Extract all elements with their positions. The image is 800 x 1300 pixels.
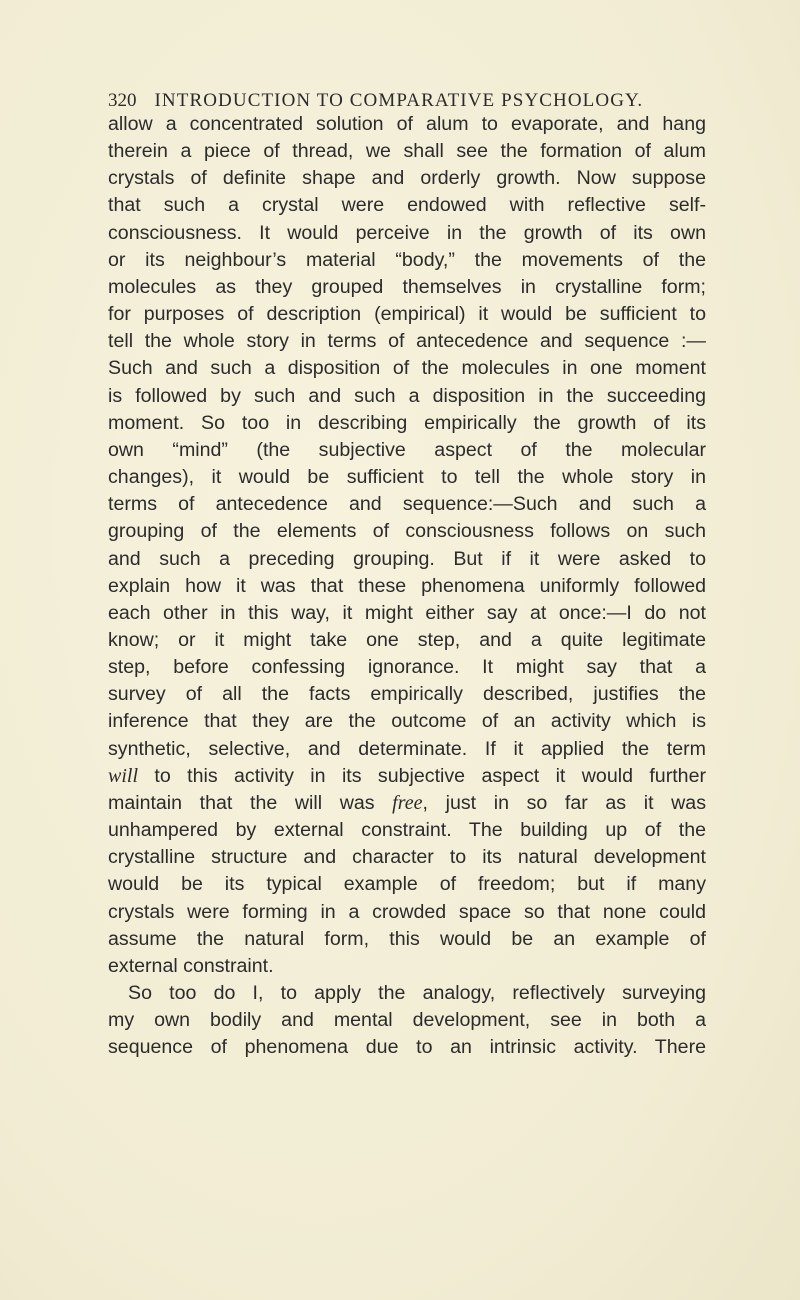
text-line: or its neighbour’s material “body,” the movements of the xyxy=(108,248,706,271)
text-line: changes), it would be sufficient to tell the whole story in xyxy=(108,466,706,489)
text-line: molecules as they grouped themselves in crystalline form; xyxy=(108,275,706,298)
text-line: sequence of phenomena due to an intrinsic activity. There xyxy=(108,1036,706,1059)
text-line: would be its typical example of freedom; but if many xyxy=(108,873,706,896)
text-line: crystals of definite shape and orderly growth. Now suppose xyxy=(108,167,706,190)
text-line xyxy=(108,763,706,790)
text-line: Such and such a disposition of the molecules in one moment xyxy=(108,357,706,380)
text-line: my own bodily and mental development, see in both a xyxy=(108,1009,706,1032)
text-line: tell the whole story in terms of antecedence and sequence :— xyxy=(108,330,706,353)
text-line: for purposes of description (empirical) it would be sufficient to xyxy=(108,303,706,326)
text-line: inference that they are the outcome of an activity which is xyxy=(108,710,706,733)
text-line: unhampered by external constraint. The building up of the xyxy=(108,819,706,842)
italic-term: will xyxy=(108,764,139,787)
text-line: know; or it might take one step, and a quite legitimate xyxy=(108,628,706,651)
text-line: step, before confessing ignorance. It might say that a xyxy=(108,656,706,679)
running-header xyxy=(108,90,708,112)
body-text xyxy=(108,111,706,1061)
text-line: crystals were forming in a crowded space so that none could xyxy=(108,900,706,923)
text-line: consciousness. It would perceive in the growth of its own xyxy=(108,221,706,244)
text-line: therein a piece of thread, we shall see the formation of alum xyxy=(108,140,706,163)
text-line: survey of all the facts empirically described, justifies the xyxy=(108,683,706,706)
line-suffix: , just in so far as it was xyxy=(422,791,706,814)
text-line: each other in this way, it might either say at once:—I do not xyxy=(108,601,706,624)
text-line: own “mind” (the subjective aspect of the molecular xyxy=(108,438,706,461)
text-line: synthetic, selective, and determinate. If it applied the term xyxy=(108,737,706,760)
text-line: allow a concentrated solution of alum to evaporate, and hang xyxy=(108,113,706,135)
text-line: explain how it was that these phenomena uniformly followed xyxy=(108,574,706,597)
line-prefix: maintain that the will was xyxy=(108,791,393,814)
running-title: INTRODUCTION TO COMPARATIVE PSYCHOLOGY. xyxy=(154,90,644,111)
text-line: So too do I, to apply the analogy, reflectively surveying xyxy=(128,982,706,1004)
text-line: external constraint. xyxy=(108,954,274,977)
page-number: 320 xyxy=(108,90,137,111)
text-line: assume the natural form, this would be an example of xyxy=(108,927,706,950)
italic-term: free xyxy=(392,791,423,814)
text-line: that such a crystal were endowed with reflective self- xyxy=(108,194,706,217)
text-line: and such a preceding grouping. But if it were asked to xyxy=(108,547,706,570)
line-suffix: to this activity in its subjective aspect it would further xyxy=(138,764,706,787)
text-line: crystalline structure and character to its natural development xyxy=(108,846,706,869)
text-line: grouping of the elements of consciousness follows on such xyxy=(108,520,706,543)
text-line: terms of antecedence and sequence:—Such and such a xyxy=(108,493,706,516)
text-line: is followed by such and such a disposition in the succeeding xyxy=(108,384,706,407)
text-line: moment. So too in describing empirically the growth of its xyxy=(108,411,706,434)
text-line xyxy=(108,790,706,817)
